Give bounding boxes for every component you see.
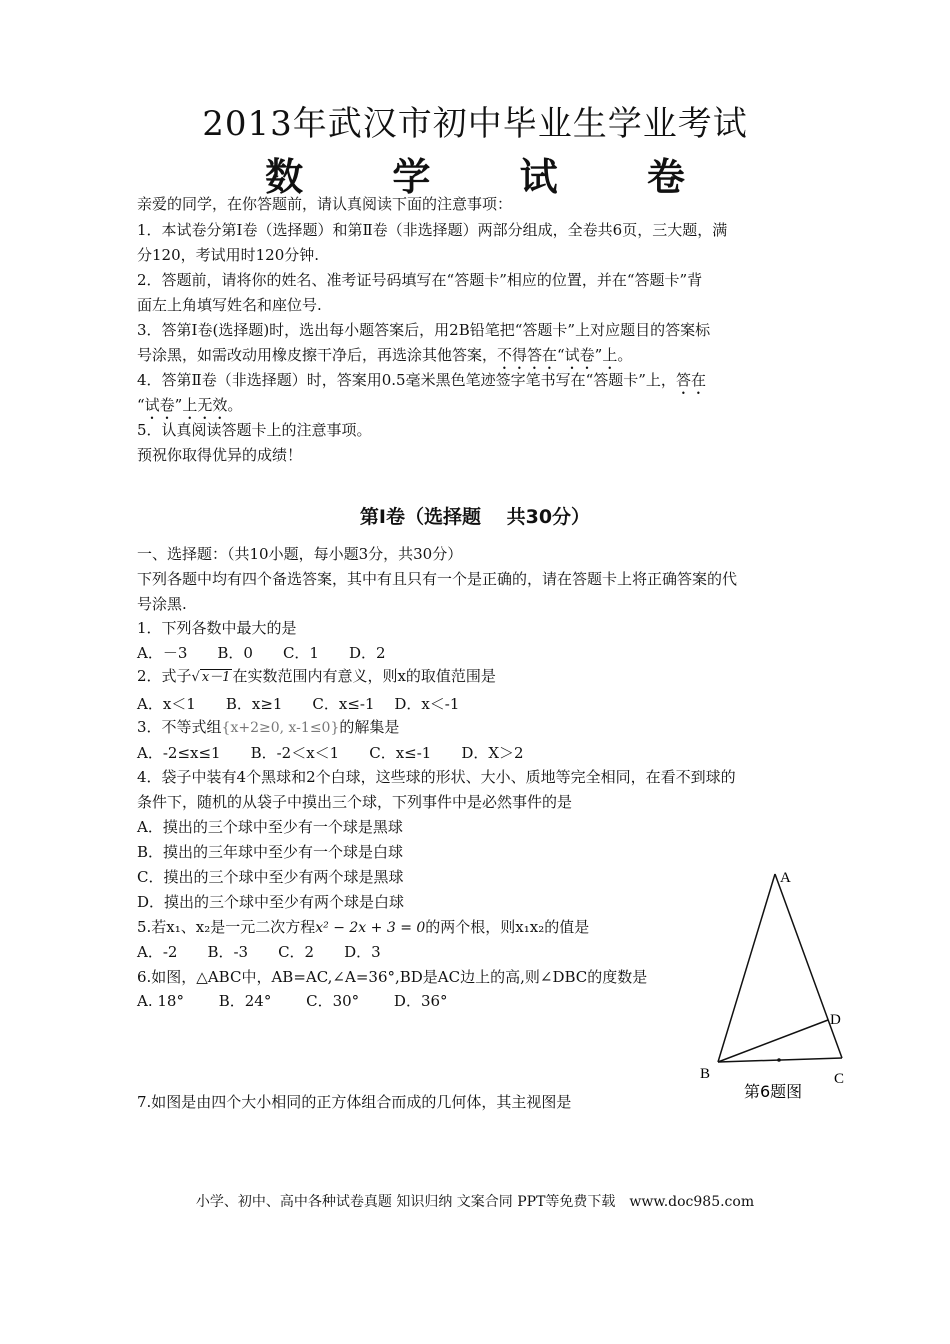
question-6-options: A. 18° B．24° C．30° D．36°	[137, 992, 448, 1010]
notice-item-3-text: 号涂黑，如需改动用橡皮擦干净后，再选涂其他答案，	[137, 346, 498, 364]
question-5-text-b: 的两个根，则x₁x₂的值是	[425, 918, 590, 936]
question-6: 6.如图，△ABC中，AB=AC,∠A=36°,BD是AC边上的高,则∠DBC的度数是	[137, 968, 648, 986]
question-3-text-a: 3．不等式组	[137, 718, 222, 736]
page-footer: 小学、初中、高中各种试卷真题 知识归纳 文案合同 PPT等免费下载 www.doc985.com	[195, 1194, 755, 1210]
quadratic-equation: x² − 2x + 3 = 0	[315, 920, 426, 936]
notice-item-4-end: 。	[227, 396, 243, 414]
question-2-text-a: 2．式子	[137, 667, 192, 685]
vertex-label-c: C	[834, 1071, 845, 1087]
sqrt-radicand: x－1	[201, 670, 231, 685]
notice-item-1-line-1: 1．本试卷分第Ⅰ卷（选择题）和第Ⅱ卷（非选择题）两部分组成，全卷共6页，三大题，满	[137, 221, 728, 239]
question-3	[137, 717, 399, 738]
part1-instruction-line-1: 下列各题中均有四个备选答案，其中有且只有一个是正确的，请在答题卡上将正确答案的代	[137, 570, 738, 588]
notice-item-3-end: 。	[617, 346, 633, 364]
vertex-label-a: A	[780, 870, 791, 886]
notice-item-3-line-1: 3．答第Ⅰ卷(选择题)时，选出每小题答案后，用2B铅笔把“答题卡”上对应题目的答案标	[137, 321, 711, 339]
vertex-label-b: B	[700, 1066, 711, 1082]
notice-item-4-line-1	[137, 370, 706, 398]
question-4-option-a: A．摸出的三个球中至少有一个球是黑球	[137, 818, 403, 836]
side-ab	[718, 874, 775, 1062]
part1-heading: 一、选择题：（共10小题，每小题3分，共30分）	[137, 545, 463, 563]
question-1: 1．下列各数中最大的是	[137, 619, 297, 637]
triangle-figure	[690, 862, 850, 1102]
question-1-options: A．－3 B．0 C．1 D．2	[137, 644, 386, 662]
notice-item-4-line-2	[137, 395, 242, 423]
side-ac	[775, 874, 842, 1058]
notice-item-5: 5．认真阅读答题卡上的注意事项。	[137, 421, 372, 439]
question-2-text-b: 在实数范围内有意义，则x的取值范围是	[232, 667, 496, 685]
notice-item-4-emphasis-b: “试卷”上无效	[137, 396, 228, 414]
notice-item-4-emphasis-a: 答在	[675, 371, 706, 389]
notice-item-2-line-2: 面左上角填写姓名和座位号.	[137, 296, 322, 314]
question-4-option-b: B．摸出的三年球中至少有一个球是白球	[137, 843, 404, 861]
question-2	[137, 666, 496, 688]
notice-item-2-line-1: 2．答题前，请将你的姓名、准考证号码填写在“答题卡”相应的位置，并在“答题卡”背	[137, 271, 703, 289]
inequality-system: {x+2≥0, x-1≤0}	[221, 720, 340, 736]
notice-item-4-text: 4．答第Ⅱ卷（非选择题）时，答案用0.5毫米黑色笔迹签字笔书写在“答题卡”上，	[137, 371, 676, 389]
exam-subtitle: 数 学 试 卷	[265, 154, 723, 199]
part1-instruction-line-2: 号涂黑.	[137, 595, 187, 613]
altitude-bd	[718, 1020, 828, 1062]
question-3-text-b: 的解集是	[339, 718, 400, 736]
notice-item-3-emphasis: 不得答在“试卷”上	[497, 346, 618, 364]
question-5	[137, 917, 589, 938]
figure-caption: 第6题图	[744, 1082, 803, 1101]
question-2-options: A．x＜1 B．x≥1 C．x≤-1 D．x＜-1	[137, 695, 460, 713]
midpoint-dot	[777, 1058, 781, 1062]
question-5-text-a: 5.若x₁、x₂是一元二次方程	[137, 918, 316, 936]
section-title: 第Ⅰ卷（选择题 共30分）	[359, 506, 591, 528]
question-3-options: A．-2≤x≤1 B．-2＜x＜1 C．x≤-1 D．X＞2	[137, 744, 524, 762]
question-4-option-d: D．摸出的三个球中至少有两个球是白球	[137, 893, 405, 911]
question-4-line-1: 4．袋子中装有4个黑球和2个白球，这些球的形状、大小、质地等完全相同，在看不到球的	[137, 768, 736, 786]
sqrt-expression: √ x－1	[191, 670, 231, 685]
notice-item-3-line-2	[137, 345, 632, 373]
exam-title: 2013年武汉市初中毕业生学业考试	[202, 104, 748, 144]
question-4-line-2: 条件下，随机的从袋子中摸出三个球，下列事件中是必然事件的是	[137, 793, 573, 811]
notice-intro: 亲爱的同学，在你答题前，请认真阅读下面的注意事项：	[137, 195, 513, 213]
notice-wish: 预祝你取得优异的成绩！	[137, 446, 303, 464]
question-4-option-c: C．摸出的三个球中至少有两个球是黑球	[137, 868, 404, 886]
question-5-options: A．-2 B．-3 C．2 D．3	[137, 943, 381, 961]
question-7: 7.如图是由四个大小相同的正方体组合而成的几何体，其主视图是	[137, 1093, 572, 1111]
notice-item-1-line-2: 分120，考试用时120分钟.	[137, 246, 320, 264]
vertex-label-d: D	[830, 1012, 841, 1028]
